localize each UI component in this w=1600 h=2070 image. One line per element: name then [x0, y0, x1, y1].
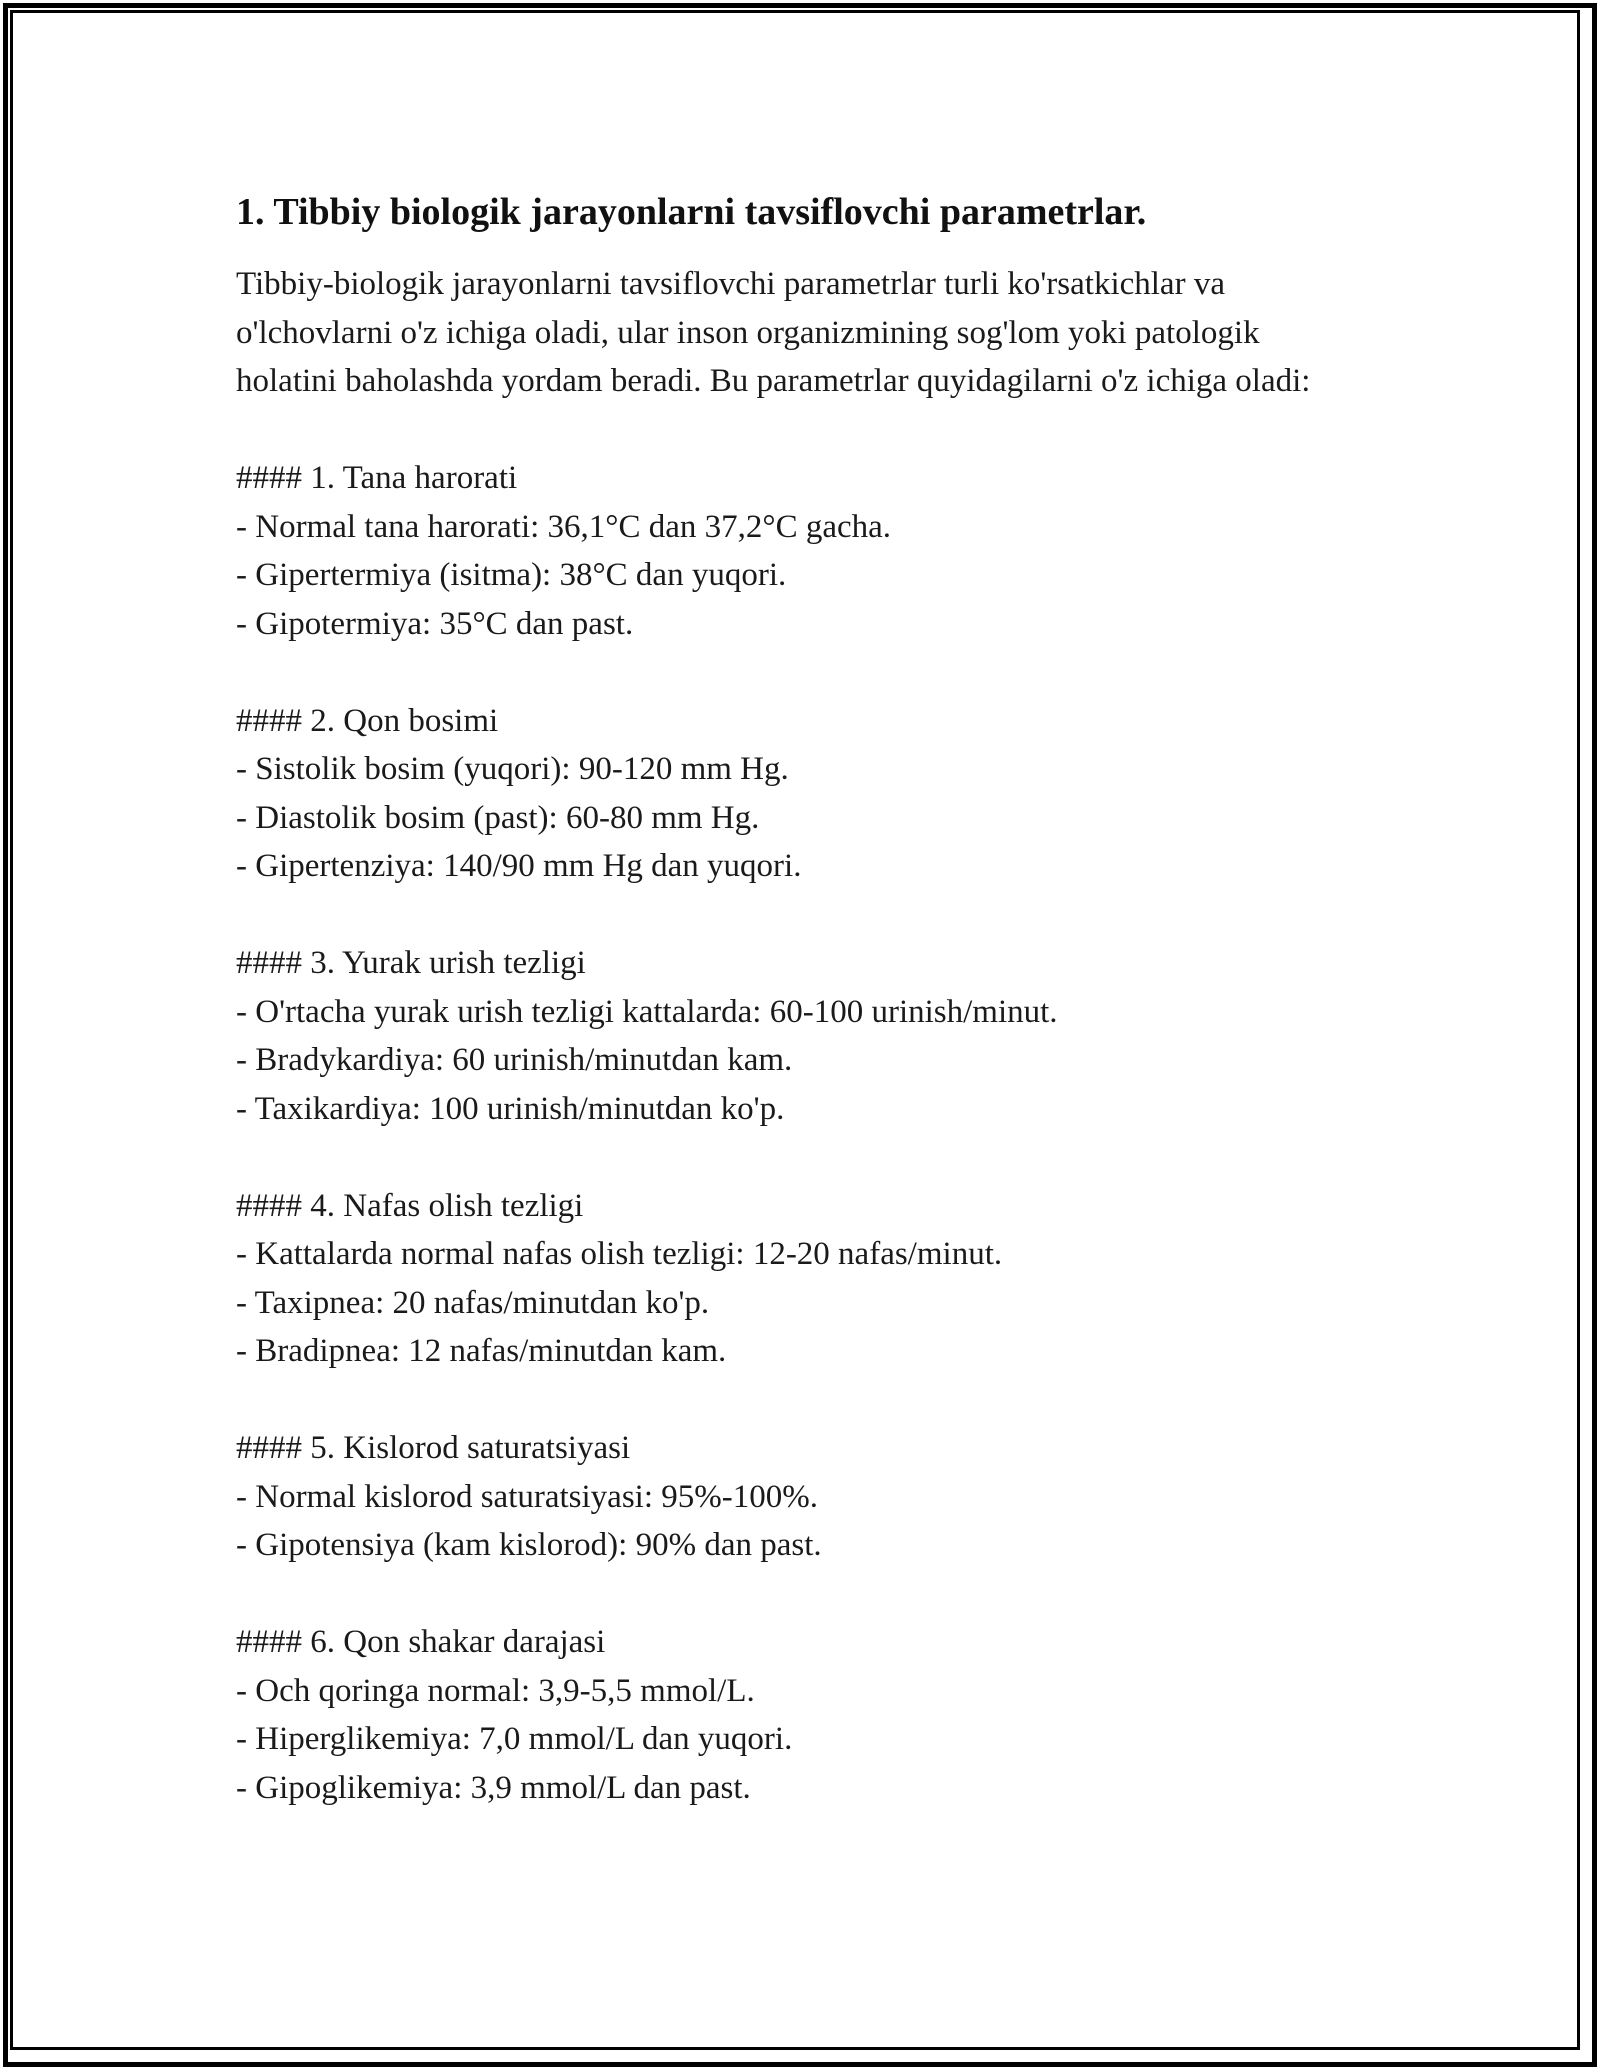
list-item: - Gipertenziya: 140/90 mm Hg dan yuqori. — [236, 848, 802, 884]
list-item: - Gipotensiya (kam kislorod): 90% dan past. — [236, 1527, 822, 1563]
list-item: - O'rtacha yurak urish tezligi kattalarda: 60-100 urinish/minut. — [236, 993, 1058, 1030]
list-item: - Gipoglikemiya: 3,9 mmol/L dan past. — [236, 1769, 751, 1806]
list-item: - Kattalarda normal nafas olish tezligi: 12-20 nafas/minut. — [236, 1236, 1003, 1272]
section-heading: #### 3. Yurak urish tezligi — [236, 945, 586, 981]
list-item: - Sistolik bosim (yuqori): 90-120 mm Hg. — [236, 751, 789, 787]
section-blood-sugar — [236, 1618, 1386, 1812]
intro-paragraph: Tibbiy-biologik jarayonlarni tavsiflovchi parametrlar turli ko'rsatkichlar va o'lchovlarni o'z ichiga oladi, ular inson organizmining sog'lom yoki patologik holatini baholashda yordam beradi. Bu parametrlar quyidagilarni o'z ichiga oladi: — [236, 266, 1311, 399]
section-heart-rate — [236, 939, 1386, 1133]
section-heading: #### 5. Kislorod saturatsiyasi — [236, 1430, 631, 1466]
list-item: - Bradipnea: 12 nafas/minutdan kam. — [236, 1333, 727, 1369]
list-item: - Taxikardiya: 100 urinish/minutdan ko'p. — [236, 1090, 785, 1127]
list-item: - Normal kislorod saturatsiyasi: 95%-100%. — [236, 1478, 818, 1515]
list-item: - Taxipnea: 20 nafas/minutdan ko'p. — [236, 1284, 710, 1321]
list-item: - Och qoringa normal: 3,9-5,5 mmol/L. — [236, 1672, 755, 1709]
document-page — [236, 186, 1386, 1812]
section-heading: #### 1. Tana harorati — [236, 460, 518, 496]
list-item: - Bradykardiya: 60 urinish/minutdan kam. — [236, 1042, 793, 1078]
list-item: - Gipertermiya (isitma): 38°C dan yuqori. — [236, 557, 787, 593]
section-respiratory-rate — [236, 1182, 1386, 1376]
document-title: 1. Tibbiy biologik jarayonlarni tavsiflovchi parametrlar. — [236, 191, 1147, 233]
section-oxygen-saturation — [236, 1424, 1386, 1570]
section-body-temperature — [236, 454, 1386, 648]
section-heading: #### 2. Qon bosimi — [236, 702, 499, 739]
list-item: - Normal tana harorati: 36,1°C dan 37,2°C gacha. — [236, 508, 892, 545]
list-item: - Diastolik bosim (past): 60-80 mm Hg. — [236, 799, 760, 836]
section-heading: #### 4. Nafas olish tezligi — [236, 1187, 584, 1224]
list-item: - Gipotermiya: 35°C dan past. — [236, 605, 634, 642]
section-blood-pressure — [236, 697, 1386, 891]
section-heading: #### 6. Qon shakar darajasi — [236, 1624, 606, 1660]
list-item: - Hiperglikemiya: 7,0 mmol/L dan yuqori. — [236, 1721, 793, 1757]
